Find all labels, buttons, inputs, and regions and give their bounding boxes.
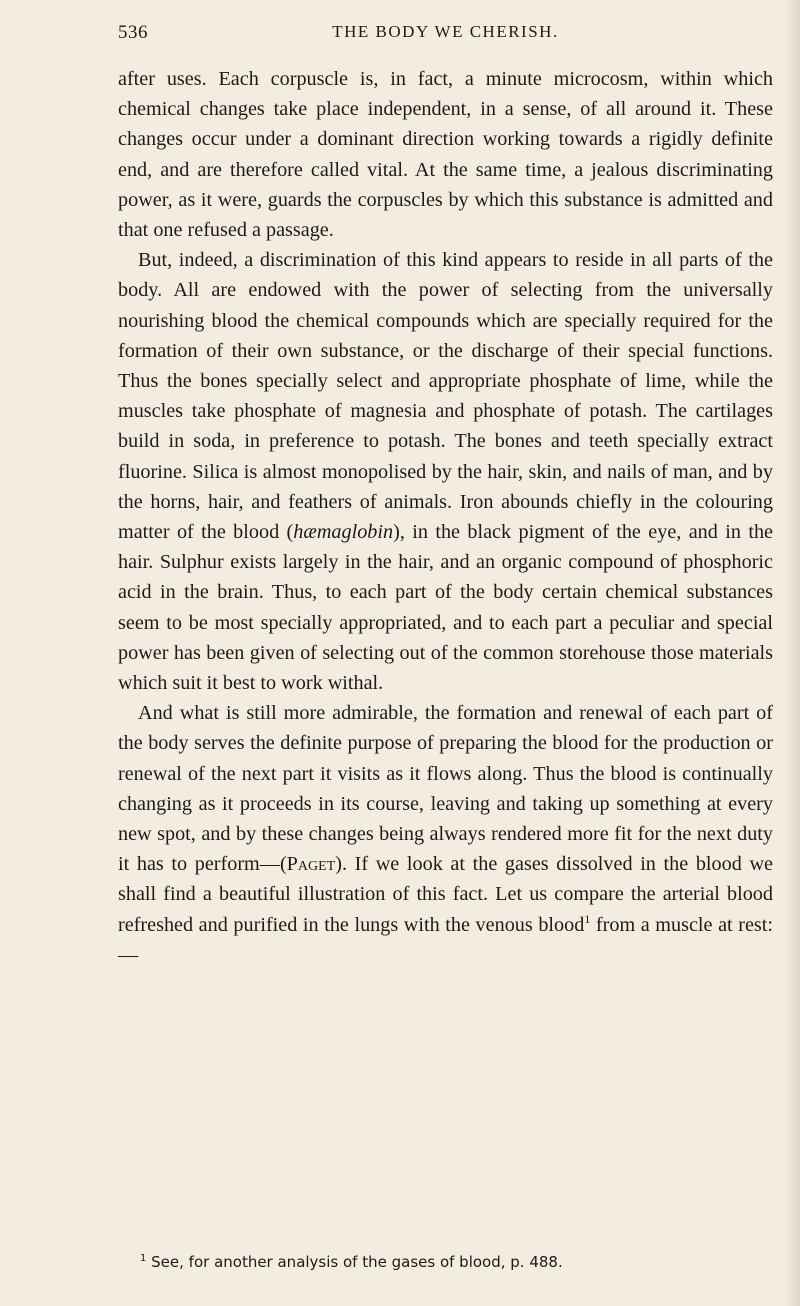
paragraph-2-text-b: ), in the black pigment of the eye, and in the hair. Sulphur exists largely in the hair, and an organic compound of phosphoric acid in the brain. Thus, to each part of the body certain chemical substances seem to be most specially appropriated, and to each part a peculiar and special power has been given of selecting out of the common storehouse those materials which suit it best to work withal. (118, 521, 773, 695)
page-header (118, 22, 773, 52)
page-number: 536 (118, 22, 148, 43)
paragraph-3-text-b: ). If we look at the gases dissolved in the blood we shall find a beautiful illustration of this fact. Let us compare the arterial blood refreshed and purified in the lungs with the venous blood (118, 853, 773, 936)
page-edge-shadow (786, 0, 800, 1306)
paragraph-3-text-a: And what is still more admirable, the formation and renewal of each part of the body serves the definite purpose of preparing the blood for the production or renewal of the next part it visits as it flows along. Thus the blood is continually changing as it proceeds in its course, leaving and taking up something at every new spot, and by these changes being always rendered more fit for the next duty it has to perform—( (118, 702, 773, 876)
paragraph-1-text: after uses. Each corpuscle is, in fact, a minute microcosm, within which chemical changes take place independent, in a sense, of all around it. These changes occur under a dominant direction working towards a rigidly definite end, and are therefore called vital. At the same time, a jealous discriminating power, as it were, guards the corpuscles by which this substance is admitted and that one refused a passage. (118, 68, 773, 242)
paragraph-3 (118, 698, 773, 970)
paragraph-2-text-a: But, indeed, a discrimination of this kind appears to reside in all parts of the body. All are endowed with the power of selecting from the universally nourishing blood the chemical compounds which are specially required for the formation of their own substance, or the discharge of their special functions. Thus the bones specially select and appropriate phosphate of lime, while the muscles take phosphate of magnesia and phosphate of potash. The cartilages build in soda, in preference to potash. The bones and teeth specially extract fluorine. Silica is almost monopolised by the hair, skin, and nails of man, and by the horns, hair, and feathers of animals. Iron abounds chiefly in the colouring matter of the blood ( (118, 249, 773, 544)
footnote-marker: 1 (140, 1253, 147, 1264)
paragraph-3-text-c: from a muscle at rest:— (118, 913, 773, 966)
haemaglobin-term: hæmaglobin (293, 521, 394, 544)
paragraph-2 (118, 245, 773, 698)
paragraph-1 (118, 64, 773, 245)
footnote-text: See, for another analysis of the gases of blood, p. 488. (151, 1253, 563, 1271)
footnote (140, 1252, 770, 1272)
footnote-reference: 1 (584, 911, 591, 926)
paget-citation: Paget (286, 853, 336, 876)
running-title: THE BODY WE CHERISH. (332, 22, 559, 41)
body-text (118, 64, 773, 970)
